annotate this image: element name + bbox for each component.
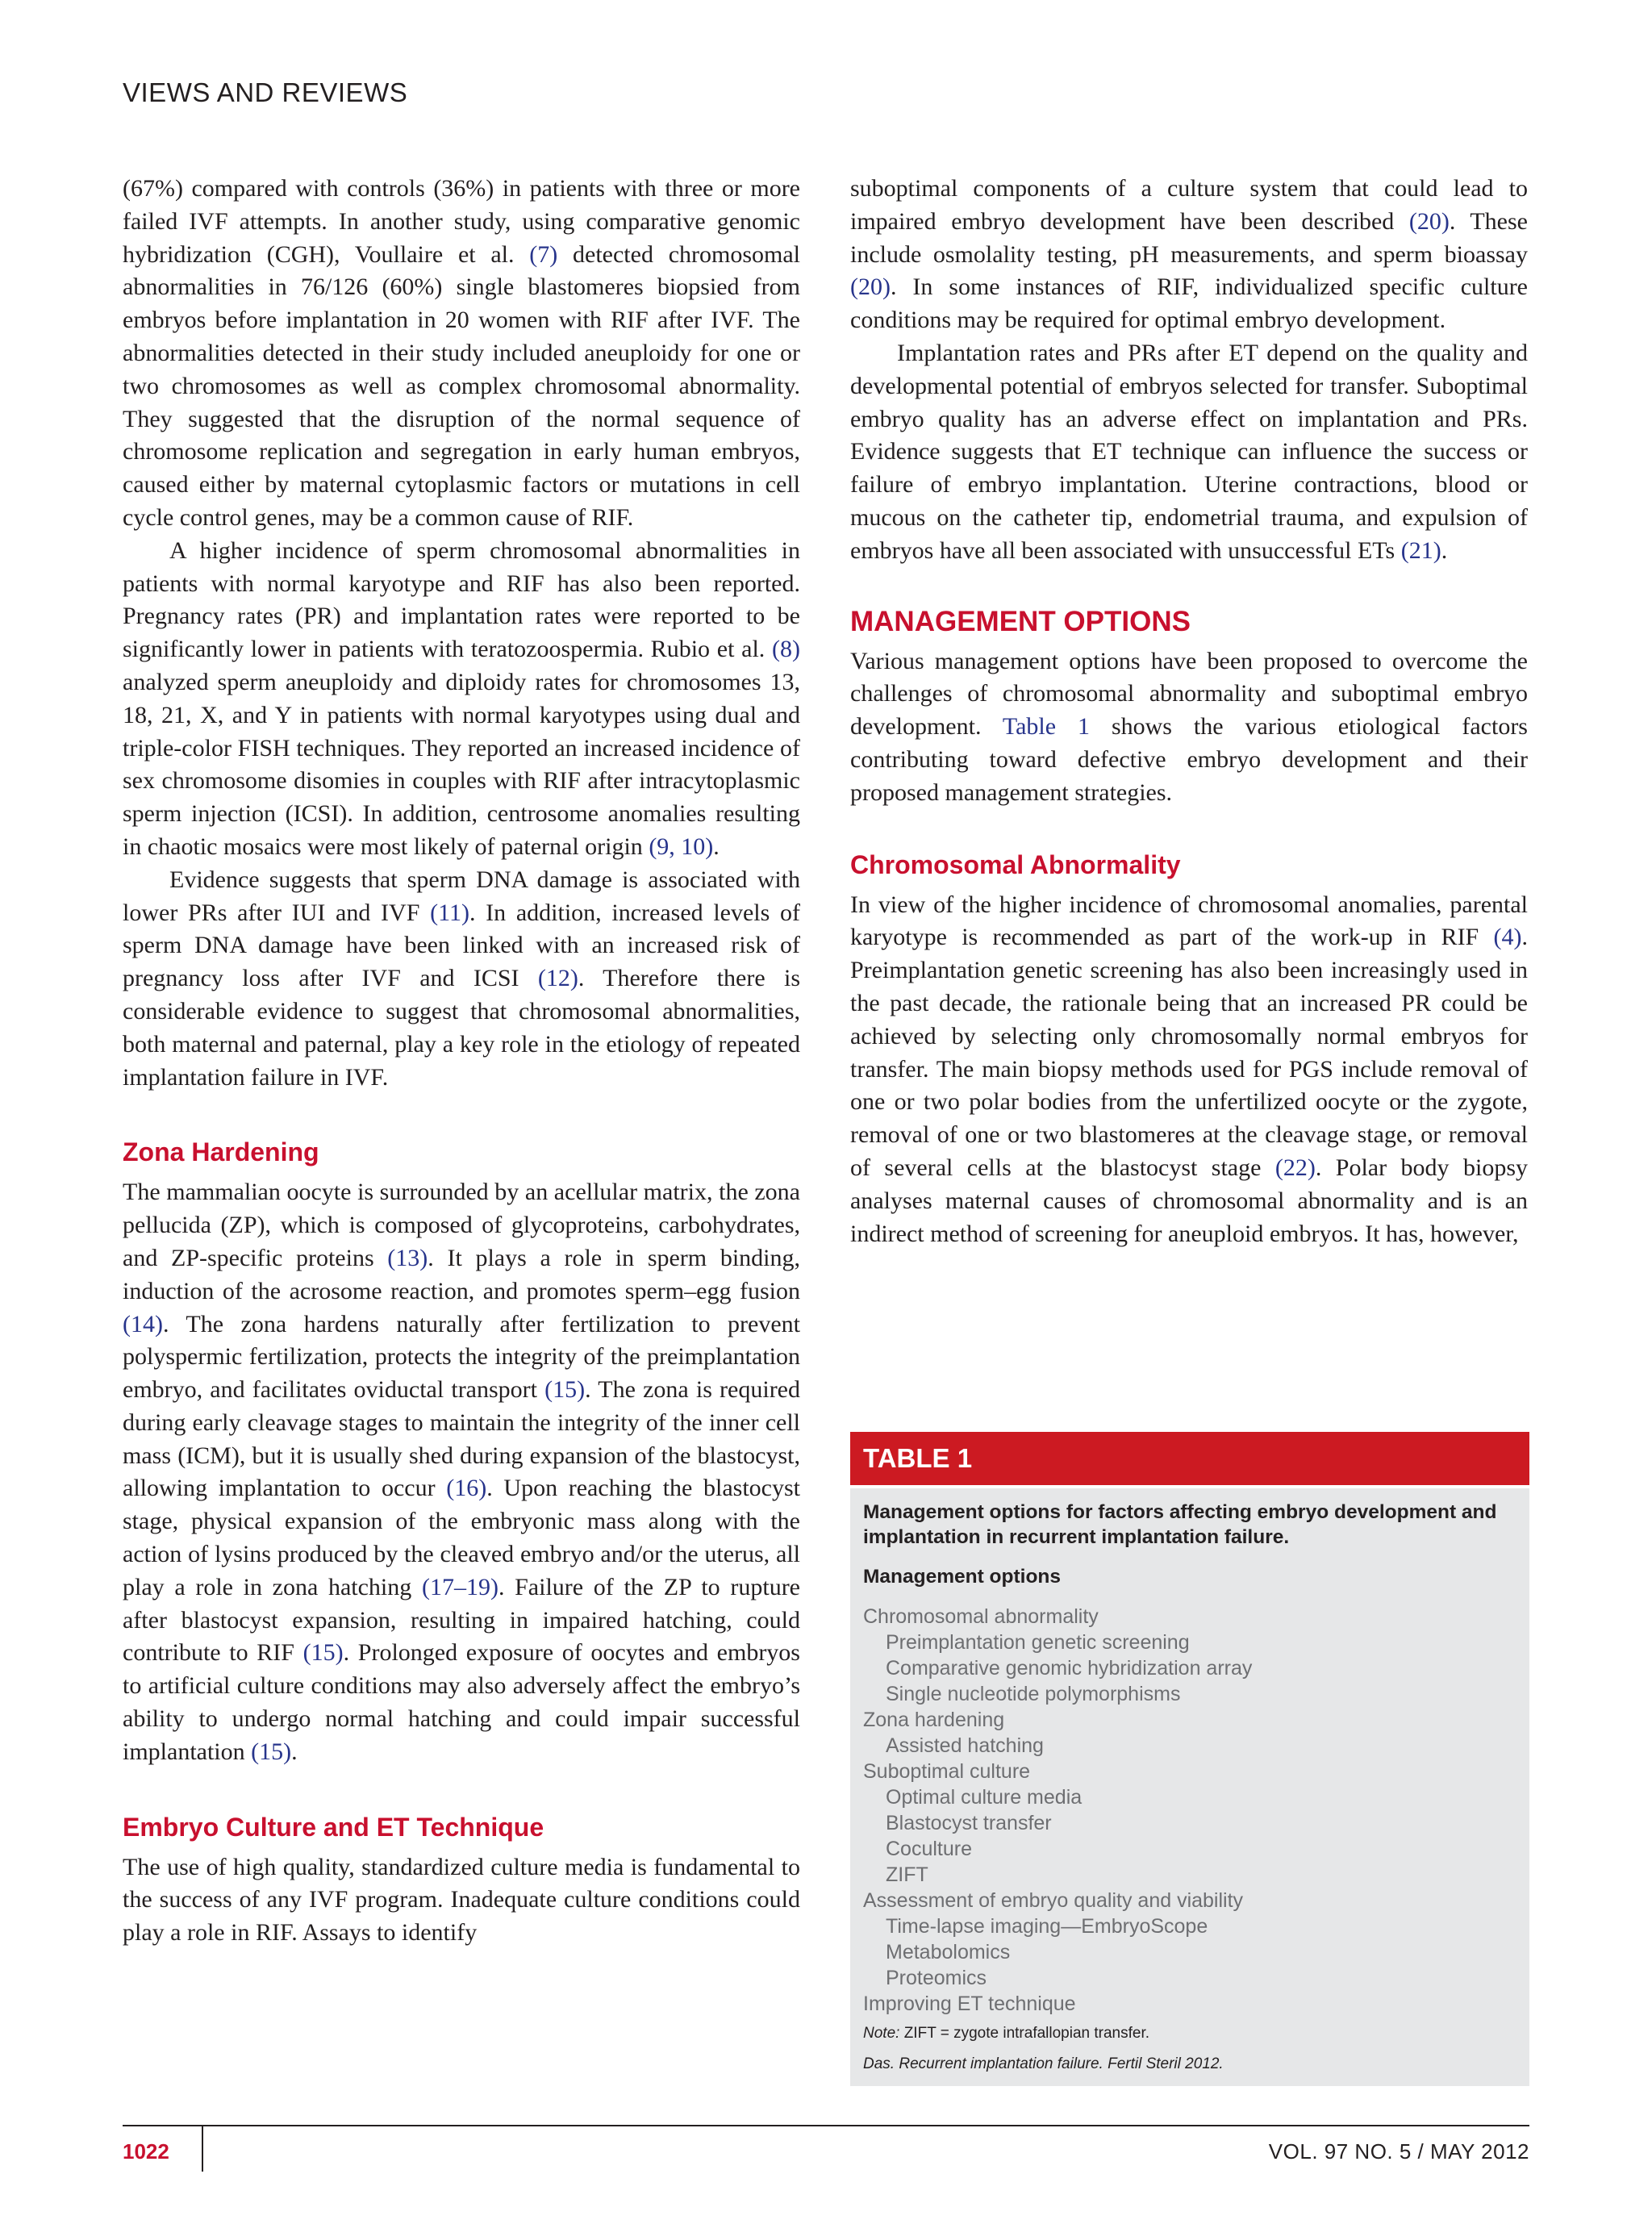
table-note xyxy=(863,2023,1516,2044)
table-row: Proteomics xyxy=(886,1967,987,1989)
table-row: Time-lapse imaging—EmbryoScope xyxy=(886,1915,1208,1938)
table-caption: Management options for factors affecting embryo development and implantation in recurrent implantation failure. xyxy=(863,1501,1497,1548)
table-note-label: Note: xyxy=(863,2025,900,2042)
table-rows xyxy=(863,1604,1516,2017)
paragraph: A higher incidence of sperm chromosomal abnormalities in patients with normal karyotype and RIF has also been reported. Pregnancy rates (PR) and implantation rates were reported to be significantly lower in patients with teratozoospermia. Rubio et al. (8) analyzed sperm aneuploidy and diploidy rates for chromosomes 13, 18, 21, X, and Y in patients with normal karyotypes using dual and triple-color FISH techniques. They reported an increased incidence of sex chromosome disomies in couples with RIF after intracytoplasmic sperm injection (ICSI). In addition, centrosome anomalies resulting in chaotic mosaics were most likely of paternal origin (9, 10). xyxy=(123,536,800,860)
citation-link[interactable]: (9, 10) xyxy=(649,832,714,860)
table-1 xyxy=(850,1432,1529,2086)
journal-info: VOL. 97 NO. 5 / MAY 2012 xyxy=(1268,2139,1529,2164)
citation-link[interactable]: (8) xyxy=(772,636,800,663)
citation-link[interactable]: (4) xyxy=(1493,924,1522,951)
left-column xyxy=(123,173,800,1950)
paragraph: Various management options have been proposed to overcome the challenges of chromosomal abnormality and suboptimal embryo development. Table 1 shows the various etiological factors contributing toward defective embryo development and their proposed management strategies. xyxy=(850,647,1528,806)
citation-link[interactable]: (21) xyxy=(1400,536,1441,564)
table-body xyxy=(850,1488,1529,2086)
paragraph: Evidence suggests that sperm DNA damage is associated with lower PRs after IUI and IVF (11). In addition, increased levels of sperm DNA damage have been linked with an increased risk of pregnancy loss after IVF and ICSI (12). Therefore there is considerable evidence to suggest that chromosomal abnormalities, both maternal and paternal, play a key role in the etiology of repeated implantation failure in IVF. xyxy=(123,866,801,1091)
citation-link[interactable]: (22) xyxy=(1274,1154,1316,1181)
citation-link[interactable]: (7) xyxy=(529,240,558,268)
paragraph: The use of high quality, standardized culture media is fundamental to the success of any IVF program. Inadequate culture conditions could play a role in RIF. Assays to identify xyxy=(123,1853,800,1947)
table-header: TABLE 1 xyxy=(850,1432,1529,1485)
table-row: Suboptimal culture xyxy=(863,1760,1031,1783)
table-subheading: Management options xyxy=(863,1566,1062,1588)
citation-link[interactable]: (16) xyxy=(446,1475,487,1502)
page-number: 1022 xyxy=(123,2139,169,2164)
table-row: Improving ET technique xyxy=(863,1993,1076,2015)
table-row: Comparative genomic hybridization array xyxy=(886,1657,1253,1680)
paragraph: suboptimal components of a culture system that could lead to impaired embryo development have been described (20). These include osmolality testing, pH measurements, and sperm bioassay (20). In some instances of RIF, individualized specific culture conditions may be required for optimal embryo development. xyxy=(850,175,1528,334)
running-header: VIEWS AND REVIEWS xyxy=(123,77,408,107)
citation-link[interactable]: (17–19) xyxy=(421,1573,499,1600)
table-row: Single nucleotide polymorphisms xyxy=(886,1683,1181,1705)
citation-link[interactable]: (11) xyxy=(430,899,469,926)
table-row: Assisted hatching xyxy=(886,1734,1044,1757)
citation-link[interactable]: (15) xyxy=(302,1639,344,1667)
heading-embryo-culture: Embryo Culture and ET Technique xyxy=(123,1812,544,1842)
paragraph: The mammalian oocyte is surrounded by an acellular matrix, the zona pellucida (ZP), which is composed of glycoproteins, carbohydrates, and ZP-specific proteins (13). It plays a role in sperm binding, induction of the acrosome reaction, and promotes sperm–egg fusion (14). The zona hardens naturally after fertilization to prevent polyspermic fertilization, protects the integrity of the preimplantation embryo, and facilitates oviductal transport (15). The zona is required during early cleavage stages to maintain the integrity of the inner cell mass (ICM), but it is usually shed during expansion of the blastocyst, allowing implantation to occur (16). Upon reaching the blastocyst stage, physical expansion of the embryonic mass along with the action of lysins produced by the cleaved embryo and/or the uterus, all play a role in zona hatching (17–19). Failure of the ZP to rupture after blastocyst expansion, resulting in impaired hatching, could contribute to RIF (15). Prolonged exposure of oocytes and embryos to artificial culture conditions may also adversely affect the embryo’s ability to undergo normal hatching and could impair successful implantation (15). xyxy=(123,1179,801,1765)
table-row: Zona hardening xyxy=(863,1709,1005,1731)
paragraph: Implantation rates and PRs after ET depend on the quality and developmental potential of embryos selected for transfer. Suboptimal embryo quality has an adverse effect on implantation and PRs. Evidence suggests that ET technique can influence the success or failure of embryo implantation. Uterine contractions, blood or mucous on the catheter tip, endometrial trauma, and expulsion of embryos have all been associated with unsuccessful ETs (21). xyxy=(850,339,1528,564)
citation-link[interactable]: (13) xyxy=(387,1244,428,1271)
table-row: Metabolomics xyxy=(886,1941,1011,1963)
heading-management-options: MANAGEMENT OPTIONS xyxy=(850,605,1191,637)
citation-link[interactable]: (20) xyxy=(1408,207,1450,235)
table-row: Assessment of embryo quality and viability xyxy=(863,1889,1244,1912)
citation-link[interactable]: (15) xyxy=(544,1376,586,1404)
table-note-text: ZIFT = zygote intrafallopian transfer. xyxy=(899,2025,1150,2042)
footer-divider xyxy=(202,2125,203,2172)
table-row: Chromosomal abnormality xyxy=(863,1605,1099,1628)
table-row: Optimal culture media xyxy=(886,1786,1083,1809)
heading-zona-hardening: Zona Hardening xyxy=(123,1137,319,1167)
citation-link[interactable]: (15) xyxy=(251,1738,292,1765)
paragraph: In view of the higher incidence of chromosomal anomalies, parental karyotype is recommended as part of the work-up in RIF (4). Preimplantation genetic screening has also been increasingly used in the past decade, the rationale being that an increased PR could be achieved by selecting only chromosomally normal embryos for transfer. The main biopsy methods used for PGS include removal of one or two polar bodies from the unfertilized oocyte or the zygote, removal of one or two blastomeres at the cleavage stage, or removal of several cells at the blastocyst stage (22). Polar body biopsy analyses maternal causes of chromosomal abnormality and is an indirect method of screening for aneuploid embryos. It has, however, xyxy=(850,891,1528,1247)
paragraph: (67%) compared with controls (36%) in patients with three or more failed IVF attempts. In another study, using comparative genomic hybridization (CGH), Voullaire et al. (7) detected chromosomal abnormalities in 76/126 (60%) single blastomeres biopsied from embryos before implantation in 20 women with RIF after IVF. The abnormalities detected in their study included aneuploidy for one or two chromosomes as well as complex chromosomal abnormality. They suggested that the disruption of the normal sequence of chromosome replication and segregation in early human embryos, caused either by maternal cytoplasmic factors or mutations in cell cycle control genes, may be a common cause of RIF. xyxy=(123,175,801,531)
heading-chromosomal-abnormality: Chromosomal Abnormality xyxy=(850,849,1181,879)
table-row: ZIFT xyxy=(886,1863,928,1886)
citation-link[interactable]: Table 1 xyxy=(1002,713,1091,741)
right-column xyxy=(850,173,1528,1250)
citation-link[interactable]: (14) xyxy=(123,1310,163,1337)
table-row: Coculture xyxy=(886,1838,972,1860)
citation-link[interactable]: (12) xyxy=(537,965,578,992)
table-row: Blastocyst transfer xyxy=(886,1812,1052,1834)
table-source: Das. Recurrent implantation failure. Fertil Steril 2012. xyxy=(863,2055,1224,2072)
footer-rule xyxy=(123,2125,1529,2126)
table-row: Preimplantation genetic screening xyxy=(886,1631,1190,1654)
citation-link[interactable]: (20) xyxy=(850,273,891,301)
